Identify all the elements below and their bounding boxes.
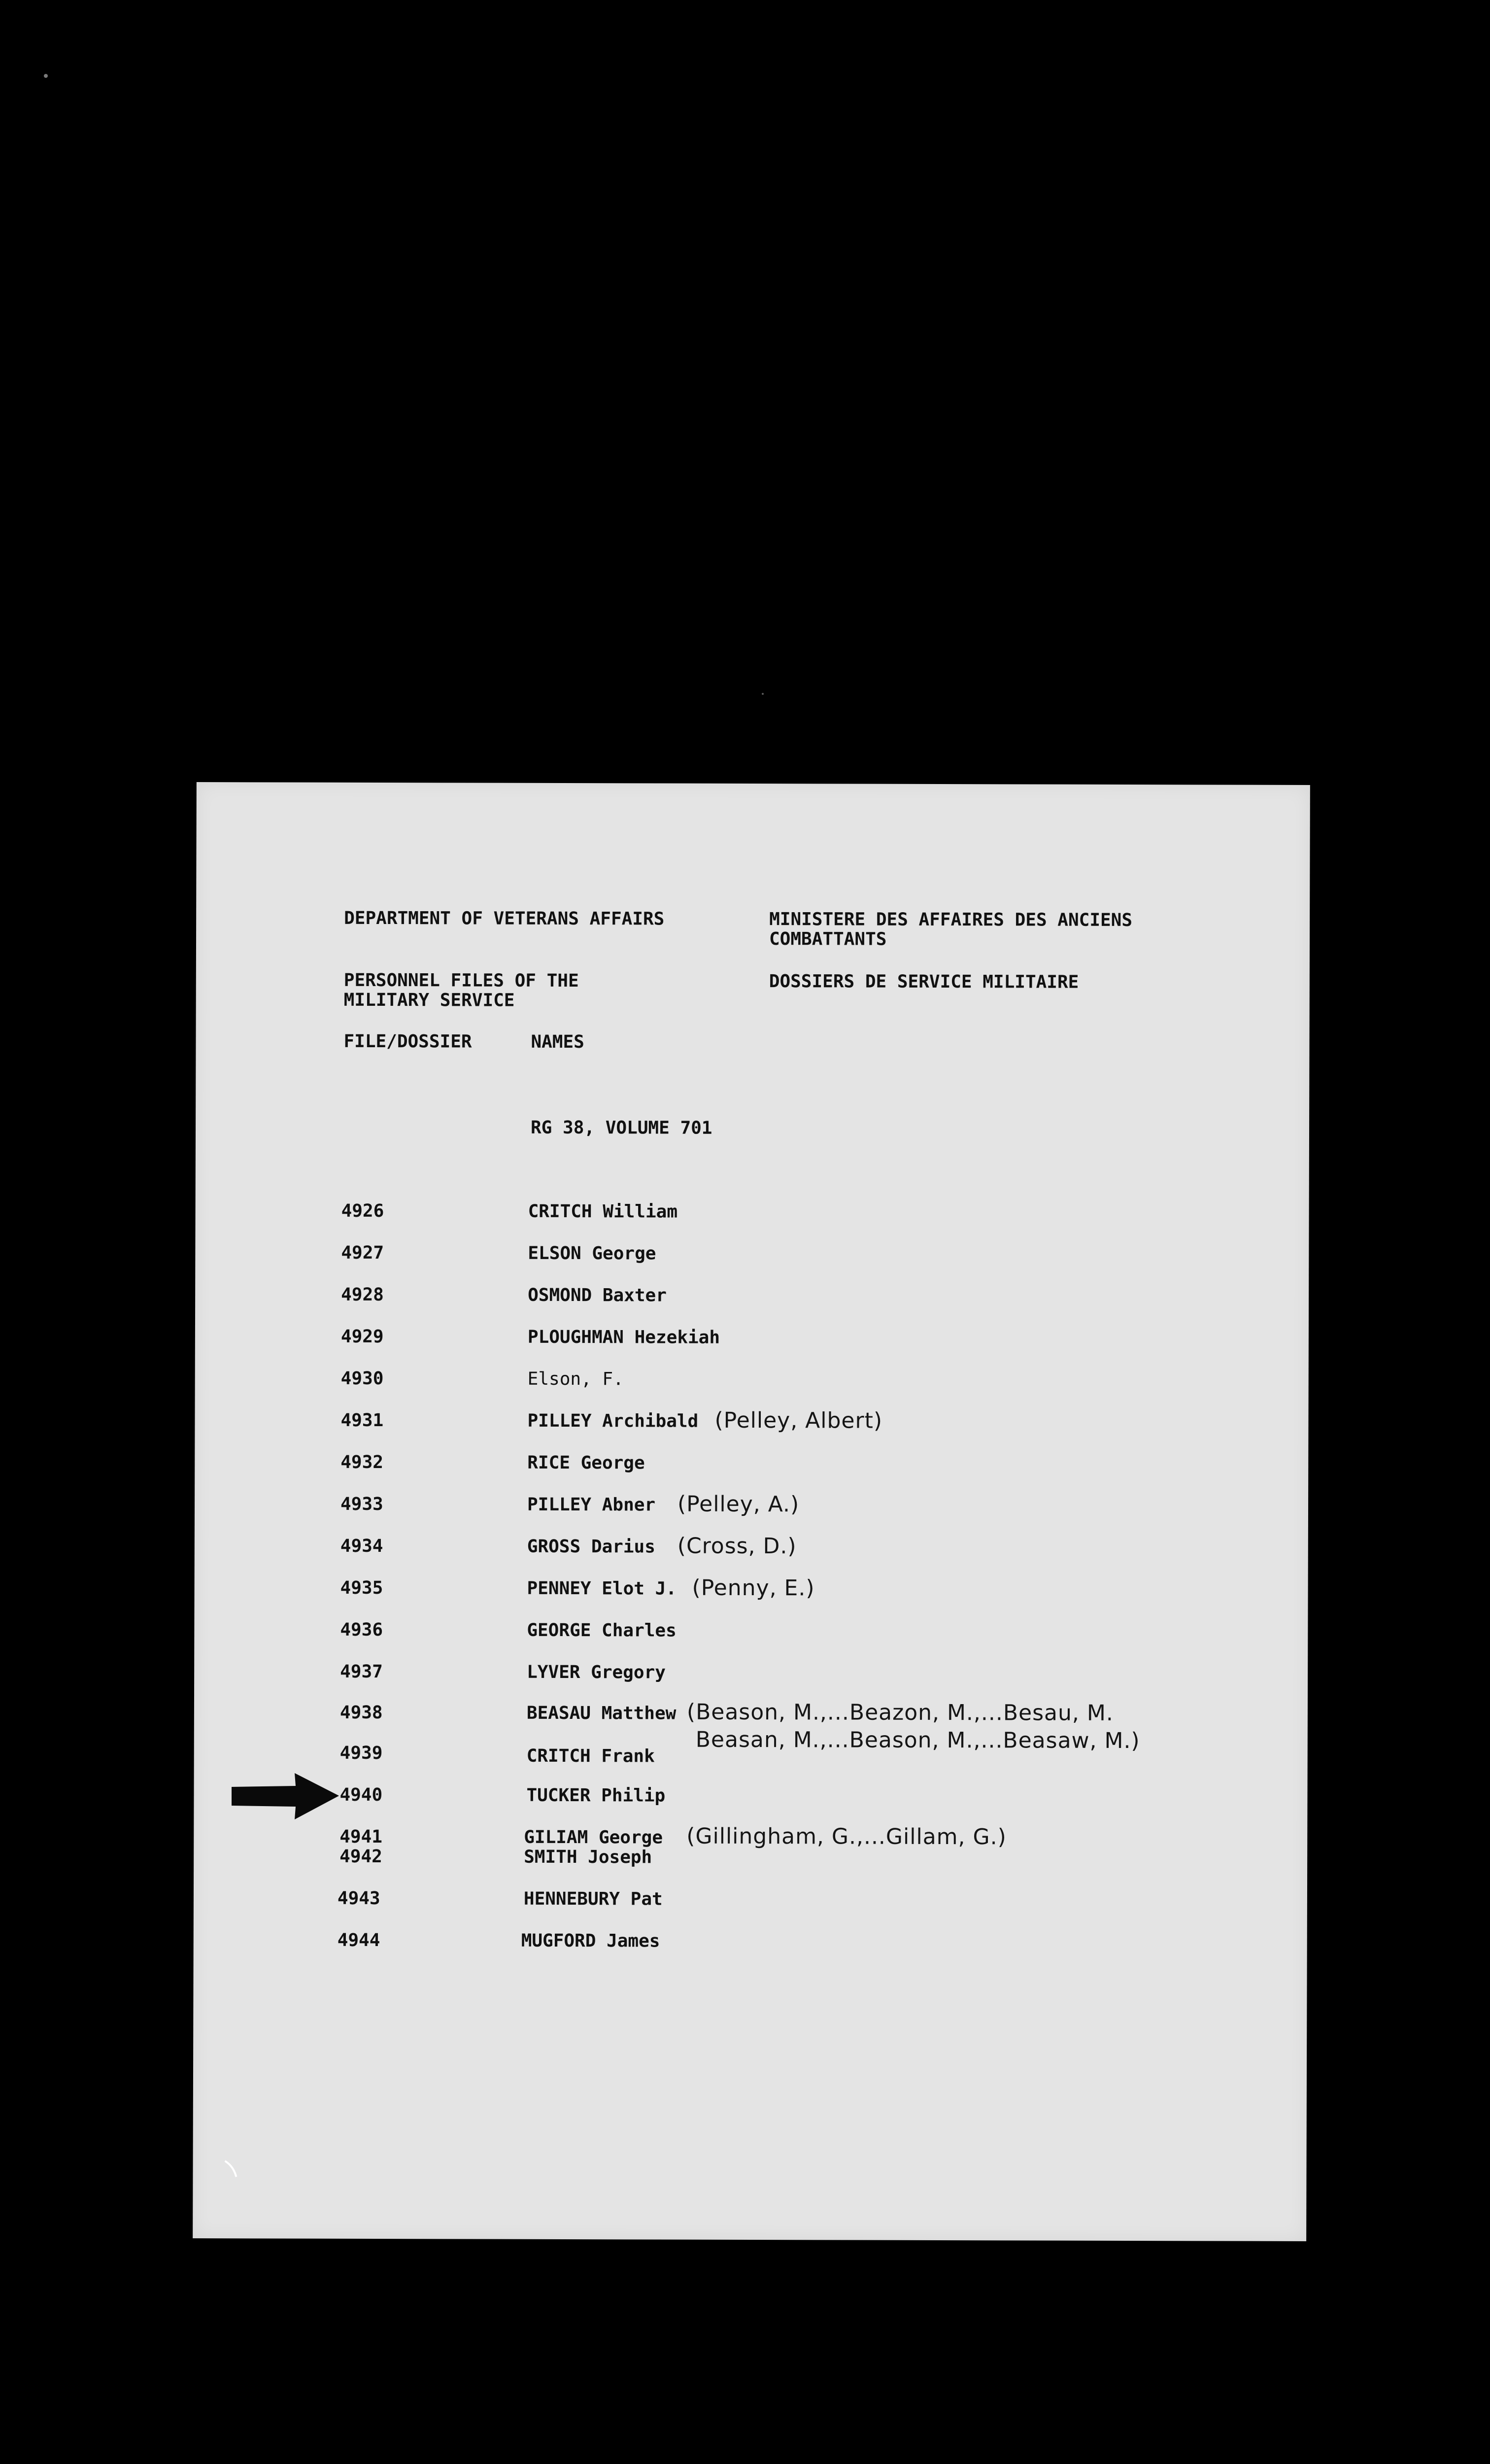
record-name: GILIAM George	[524, 1827, 663, 1848]
file-number: 4942	[339, 1846, 382, 1867]
file-number: 4939	[339, 1743, 383, 1764]
file-number: 4934	[340, 1536, 383, 1557]
file-number: 4933	[340, 1494, 383, 1515]
handwritten-alias: (Beason, M.,...Beazon, M.,...Besau, M.	[686, 1699, 1114, 1726]
record-name: ELSON George	[528, 1243, 656, 1264]
record-name: Elson, F.	[527, 1369, 624, 1390]
file-number: 4937	[340, 1661, 383, 1682]
file-number: 4944	[337, 1930, 380, 1951]
department-french-line2: COMBATTANTS	[769, 929, 887, 950]
record-name: TUCKER Philip	[526, 1785, 666, 1806]
column-header-file: FILE/DOSSIER	[343, 1031, 472, 1052]
file-number: 4927	[341, 1242, 384, 1264]
record-name: BEASAU Matthew	[526, 1703, 677, 1724]
file-number: 4930	[340, 1368, 384, 1389]
file-number: 4929	[340, 1326, 384, 1347]
department-english: DEPARTMENT OF VETERANS AFFAIRS	[344, 908, 665, 929]
record-name: RICE George	[527, 1452, 645, 1473]
handwritten-alias: (Gillingham, G.,...Gillam, G.)	[686, 1823, 1007, 1850]
files-english-line1: PERSONNEL FILES OF THE	[343, 970, 579, 992]
file-number: 4941	[339, 1826, 383, 1848]
record-name: OSMOND Baxter	[528, 1285, 667, 1306]
column-header-names: NAMES	[531, 1031, 584, 1053]
file-number: 4935	[340, 1577, 383, 1599]
files-english-line2: MILITARY SERVICE	[343, 990, 515, 1011]
handwritten-alias: (Pelley, A.)	[677, 1491, 800, 1517]
pointing-arrow-icon	[232, 1769, 340, 1823]
handwritten-alias: (Cross, D.)	[677, 1533, 797, 1559]
record-name: PLOUGHMAN Hezekiah	[527, 1327, 720, 1348]
file-number: 4943	[337, 1888, 380, 1909]
file-number: 4936	[340, 1619, 383, 1641]
record-name: PILLEY Archibald	[527, 1410, 699, 1432]
page-crease-mark	[222, 2157, 252, 2187]
handwritten-alias: Beasan, M.,...Beason, M.,...Beasaw, M.)	[695, 1727, 1140, 1754]
file-number: 4940	[339, 1784, 383, 1806]
record-name: CRITCH Frank	[526, 1745, 655, 1767]
file-number: 4932	[340, 1452, 384, 1473]
department-french-line1: MINISTERE DES AFFAIRES DES ANCIENS	[769, 909, 1133, 931]
handwritten-alias: (Pelley, Albert)	[714, 1407, 883, 1434]
file-number: 4938	[339, 1702, 383, 1723]
record-name: LYVER Gregory	[527, 1662, 666, 1683]
document-page	[193, 782, 1310, 2241]
file-number: 4928	[341, 1284, 384, 1305]
record-name: PILLEY Abner	[527, 1494, 656, 1515]
record-name: PENNEY Elot J.	[527, 1578, 677, 1599]
record-name: CRITCH William	[528, 1201, 678, 1222]
record-name: GROSS Darius	[527, 1536, 655, 1557]
handwritten-alias: (Penny, E.)	[692, 1575, 815, 1601]
files-french: DOSSIERS DE SERVICE MILITAIRE	[769, 971, 1079, 992]
volume-reference: RG 38, VOLUME 701	[530, 1117, 712, 1138]
file-number: 4926	[341, 1200, 384, 1222]
record-name: GEORGE Charles	[527, 1620, 677, 1641]
record-name: MUGFORD James	[521, 1930, 660, 1951]
file-number: 4931	[340, 1410, 384, 1431]
record-name: HENNEBURY Pat	[523, 1888, 663, 1910]
record-name: SMITH Joseph	[524, 1847, 652, 1868]
